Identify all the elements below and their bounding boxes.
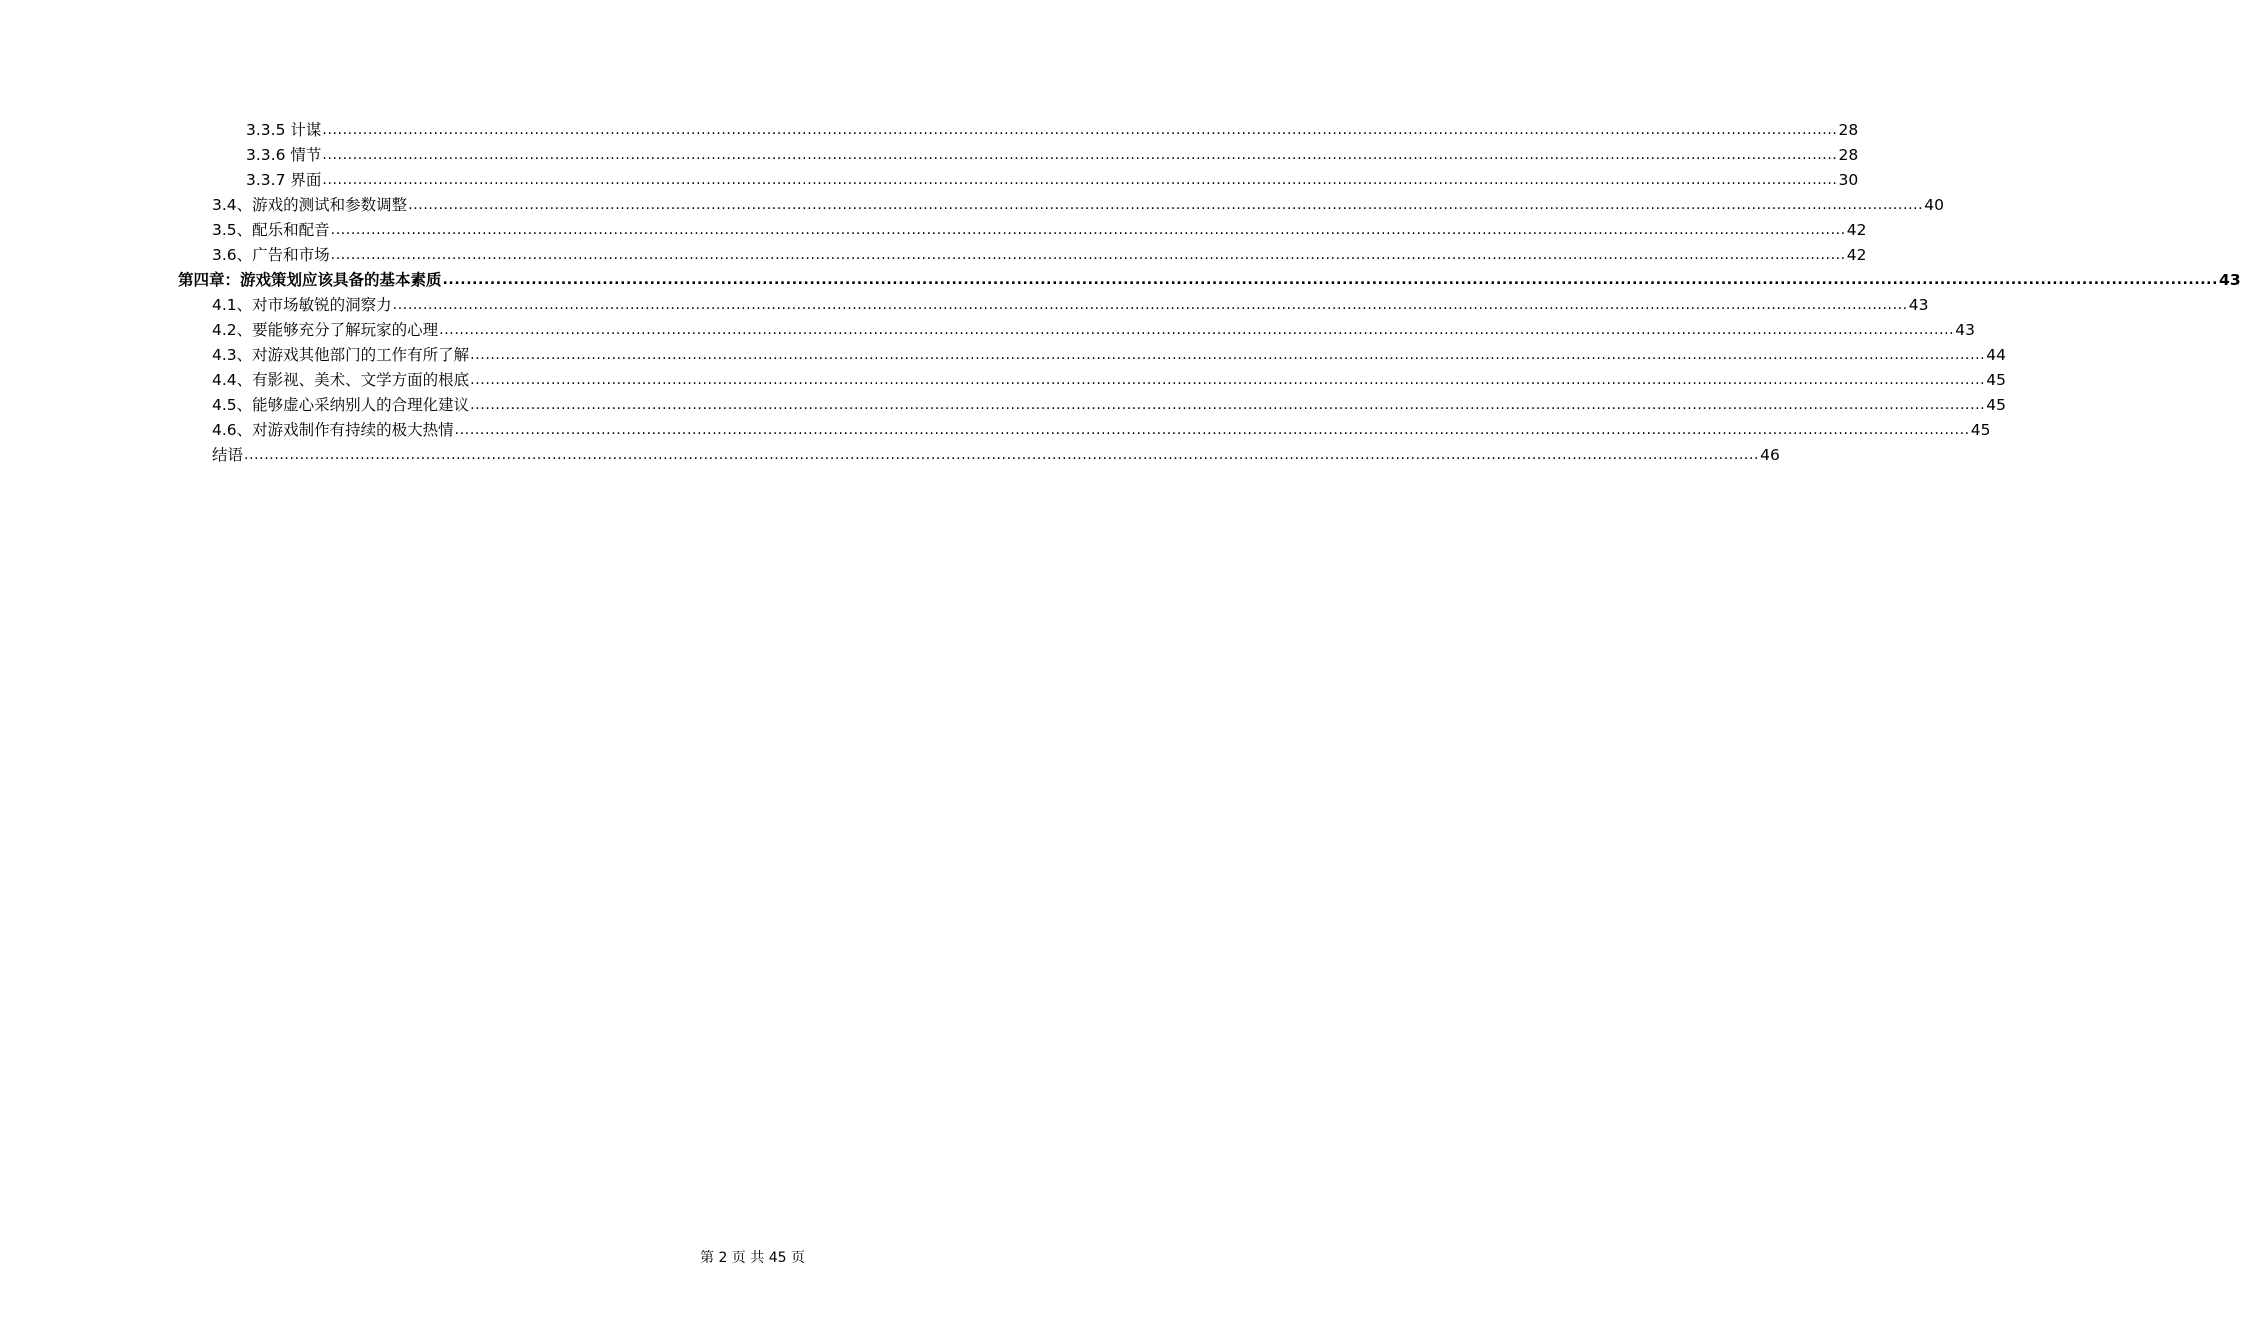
- footer-middle: 页 共: [727, 1250, 769, 1266]
- toc-entry-label: [212, 371, 470, 390]
- toc-page-number: 28: [1838, 146, 1859, 164]
- dot-leader: ............................................................................................................................................................................................................................................................................................................: [322, 147, 1838, 163]
- toc-entry[interactable]: [0, 365, 2006, 390]
- toc-page-number: 30: [1838, 171, 1859, 189]
- toc-entry[interactable]: [0, 415, 1991, 440]
- toc-page-number: 45: [1986, 371, 2006, 389]
- toc-page-number: 43: [1955, 321, 1975, 339]
- toc-entry-number: 4.1: [212, 296, 237, 314]
- toc-entry-label: [246, 171, 322, 190]
- dot-leader: ............................................................................................................................................................................................................................................................................................................: [322, 172, 1838, 188]
- toc-entry[interactable]: [0, 290, 1929, 315]
- dot-leader: ............................................................................................................................................................................................................................................................................................................: [470, 397, 1986, 413]
- toc-entry[interactable]: [0, 140, 1859, 165]
- toc-page-number: 46: [1760, 446, 1780, 464]
- toc-entry-title: 、广告和市场: [236, 246, 330, 264]
- total-pages-number: 45: [768, 1250, 787, 1266]
- toc-entry-number: 3.5: [212, 221, 237, 239]
- toc-entry-label: [212, 446, 244, 465]
- toc-entry-number: 3.3.6: [246, 146, 291, 164]
- dot-leader: ............................................................................................................................................................................................................................................................................................................: [244, 447, 1760, 463]
- toc-entry-title: 计谋: [290, 121, 322, 139]
- dot-leader: ............................................................................................................................................................................................................................................................................................................: [392, 297, 1908, 313]
- toc-entry-title: 结语: [212, 446, 244, 464]
- toc-entry-number: 3.4: [212, 196, 237, 214]
- dot-leader: ............................................................................................................................................................................................................................................................................................................: [470, 347, 1986, 363]
- toc-entry-number: 4.3: [212, 346, 237, 364]
- dot-leader: ............................................................................................................................................................................................................................................................................................................: [470, 372, 1986, 388]
- toc-page-number: 40: [1924, 196, 1944, 214]
- toc-entry-number: 4.6: [212, 421, 237, 439]
- table-of-contents: [0, 115, 2241, 465]
- toc-entry-label: [212, 296, 393, 315]
- toc-entry-label: [178, 270, 443, 290]
- toc-entry-label: [212, 421, 455, 440]
- toc-page-number: 44: [1986, 346, 2006, 364]
- toc-page-number: 43: [2219, 271, 2241, 289]
- toc-entry[interactable]: [0, 340, 2006, 365]
- toc-page-number: 28: [1838, 121, 1859, 139]
- toc-entry[interactable]: [0, 190, 1944, 215]
- toc-entry[interactable]: [0, 315, 1975, 340]
- dot-leader: ............................................................................................................................................................................................................................................................................................................: [322, 122, 1838, 138]
- toc-page-number: 43: [1908, 296, 1929, 314]
- toc-page-number: 42: [1846, 221, 1867, 239]
- toc-entry[interactable]: [0, 215, 1867, 240]
- toc-entry-title: 、能够虚心采纳别人的合理化建议: [236, 396, 470, 414]
- toc-entry-title: 、有影视、美术、文学方面的根底: [236, 371, 470, 389]
- toc-entry-title: 、配乐和配音: [236, 221, 330, 239]
- toc-entry[interactable]: [0, 165, 1859, 190]
- dot-leader: ............................................................................................................................................................................................................................................................................................................: [408, 197, 1924, 213]
- toc-entry-title: 、要能够充分了解玩家的心理: [236, 321, 439, 339]
- toc-page-number: 45: [1986, 396, 2006, 414]
- dot-leader: ............................................................................................................................................................................................................................................................................................................: [442, 272, 2219, 288]
- toc-entry-number: 3.6: [212, 246, 237, 264]
- toc-entry-label: [212, 321, 439, 340]
- toc-entry-number: 4.2: [212, 321, 237, 339]
- toc-entry[interactable]: [0, 265, 2241, 290]
- dot-leader: ............................................................................................................................................................................................................................................................................................................: [330, 222, 1846, 238]
- toc-entry-number: 3.3.5: [246, 121, 291, 139]
- current-page-number: 2: [718, 1250, 728, 1266]
- toc-entry[interactable]: [0, 440, 1780, 465]
- toc-entry-number: 3.3.7: [246, 171, 291, 189]
- toc-entry-label: [246, 121, 322, 140]
- toc-entry-number: 4.4: [212, 371, 237, 389]
- toc-entry-label: [212, 246, 331, 265]
- dot-leader: ............................................................................................................................................................................................................................................................................................................: [330, 247, 1846, 263]
- toc-entry-label: [212, 346, 470, 365]
- toc-entry-title: 第四章：游戏策划应该具备的基本素质: [178, 270, 442, 289]
- toc-entry-label: [212, 221, 331, 240]
- toc-entry-label: [246, 146, 322, 165]
- toc-entry[interactable]: [0, 115, 1859, 140]
- toc-entry-number: 4.5: [212, 396, 237, 414]
- dot-leader: ............................................................................................................................................................................................................................................................................................................: [454, 422, 1970, 438]
- toc-entry-title: 界面: [290, 171, 322, 189]
- toc-entry-title: 、对游戏制作有持续的极大热情: [236, 421, 454, 439]
- footer-prefix: 第: [699, 1250, 719, 1266]
- toc-page-number: 45: [1970, 421, 1991, 439]
- toc-entry[interactable]: [0, 390, 2006, 415]
- toc-entry-title: 、对游戏其他部门的工作有所了解: [236, 346, 470, 364]
- toc-entry-label: [212, 396, 470, 415]
- dot-leader: ............................................................................................................................................................................................................................................................................................................: [439, 322, 1955, 338]
- toc-entry-title: 、游戏的测试和参数调整: [236, 196, 408, 214]
- toc-page-number: 42: [1846, 246, 1867, 264]
- page-footer: [700, 1247, 805, 1267]
- toc-entry-title: 情节: [290, 146, 322, 164]
- toc-entry-label: [212, 196, 408, 215]
- footer-suffix: 页: [786, 1250, 805, 1266]
- toc-entry[interactable]: [0, 240, 1867, 265]
- toc-entry-title: 、对市场敏锐的洞察力: [236, 296, 392, 314]
